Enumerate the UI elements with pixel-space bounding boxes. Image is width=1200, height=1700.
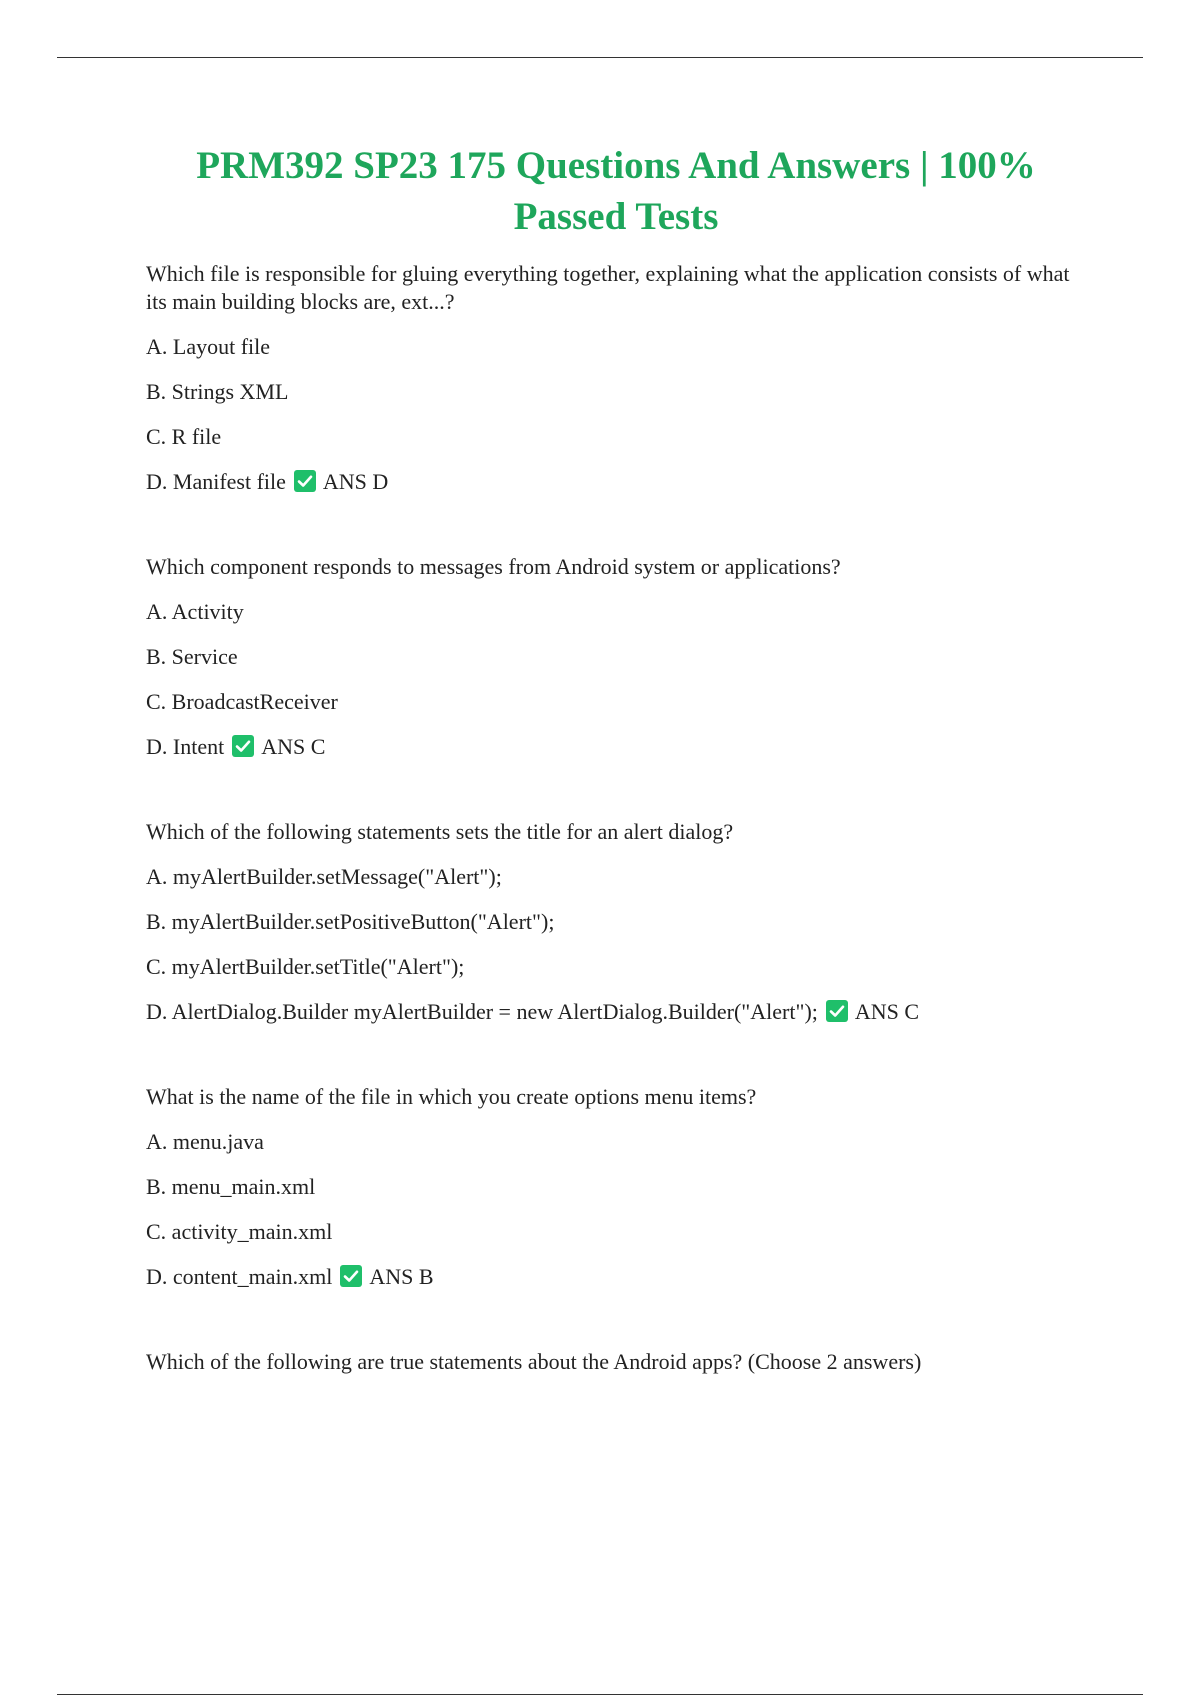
question-block — [146, 1083, 1086, 1291]
option-text: C. myAlertBuilder.setTitle("Alert"); — [146, 954, 465, 979]
option-text: D. content_main.xml — [146, 1264, 333, 1289]
option-text: B. menu_main.xml — [146, 1174, 316, 1199]
option-b — [146, 907, 1086, 936]
answer-label: ANS D — [322, 469, 389, 494]
option-text: B. myAlertBuilder.setPositiveButton("Alert"); — [146, 909, 555, 934]
question-text: Which of the following are true statements about the Android apps? (Choose 2 answers) — [146, 1349, 922, 1374]
option-text: C. activity_main.xml — [146, 1219, 333, 1244]
option-text: D. AlertDialog.Builder myAlertBuilder = new AlertDialog.Builder("Alert"); — [146, 999, 818, 1024]
check-mark-icon — [826, 1000, 848, 1022]
option-text: D. Intent — [146, 734, 225, 759]
option-text: D. Manifest file — [146, 469, 286, 494]
top-rule — [57, 57, 1143, 58]
option-b — [146, 1172, 1086, 1201]
check-mark-icon — [232, 735, 254, 757]
option-a — [146, 332, 1086, 361]
document-title: PRM392 SP23 175 Questions And Answers | 100% Passed Tests — [196, 144, 1036, 238]
option-a — [146, 1127, 1086, 1156]
question-text: Which file is responsible for gluing everything together, explaining what the application consists of what its main building blocks are, ext...? — [146, 261, 1070, 314]
option-a — [146, 597, 1086, 626]
question-block — [146, 260, 1086, 496]
bottom-rule — [57, 1694, 1143, 1695]
option-d — [146, 732, 1086, 761]
answer-label: ANS C — [854, 999, 920, 1024]
option-b — [146, 377, 1086, 406]
option-c — [146, 952, 1086, 981]
option-d — [146, 1262, 1086, 1291]
answer-label: ANS B — [369, 1264, 434, 1289]
option-c — [146, 422, 1086, 451]
question-text: Which of the following statements sets the title for an alert dialog? — [146, 819, 734, 844]
option-text: B. Strings XML — [146, 379, 289, 404]
spacer — [146, 1308, 1086, 1348]
check-mark-icon — [340, 1265, 362, 1287]
answer-label: ANS C — [261, 734, 326, 759]
option-text: A. Layout file — [146, 334, 271, 359]
option-b — [146, 642, 1086, 671]
question-text: Which component responds to messages from Android system or applications? — [146, 554, 841, 579]
question-text: What is the name of the file in which you create options menu items? — [146, 1084, 757, 1109]
option-text: B. Service — [146, 644, 238, 669]
question-list — [146, 260, 1086, 1393]
option-d — [146, 467, 1086, 496]
question-block — [146, 553, 1086, 761]
spacer — [146, 1043, 1086, 1083]
question-block — [146, 1348, 1086, 1376]
spacer — [146, 778, 1086, 818]
option-d — [146, 997, 1086, 1026]
option-c — [146, 1217, 1086, 1246]
option-c — [146, 687, 1086, 716]
option-text: C. R file — [146, 424, 222, 449]
option-text: A. Activity — [146, 599, 244, 624]
option-text: A. menu.java — [146, 1129, 264, 1154]
option-a — [146, 862, 1086, 891]
spacer — [146, 513, 1086, 553]
option-text: A. myAlertBuilder.setMessage("Alert"); — [146, 864, 502, 889]
check-mark-icon — [294, 470, 316, 492]
question-block — [146, 818, 1086, 1026]
option-text: C. BroadcastReceiver — [146, 689, 338, 714]
